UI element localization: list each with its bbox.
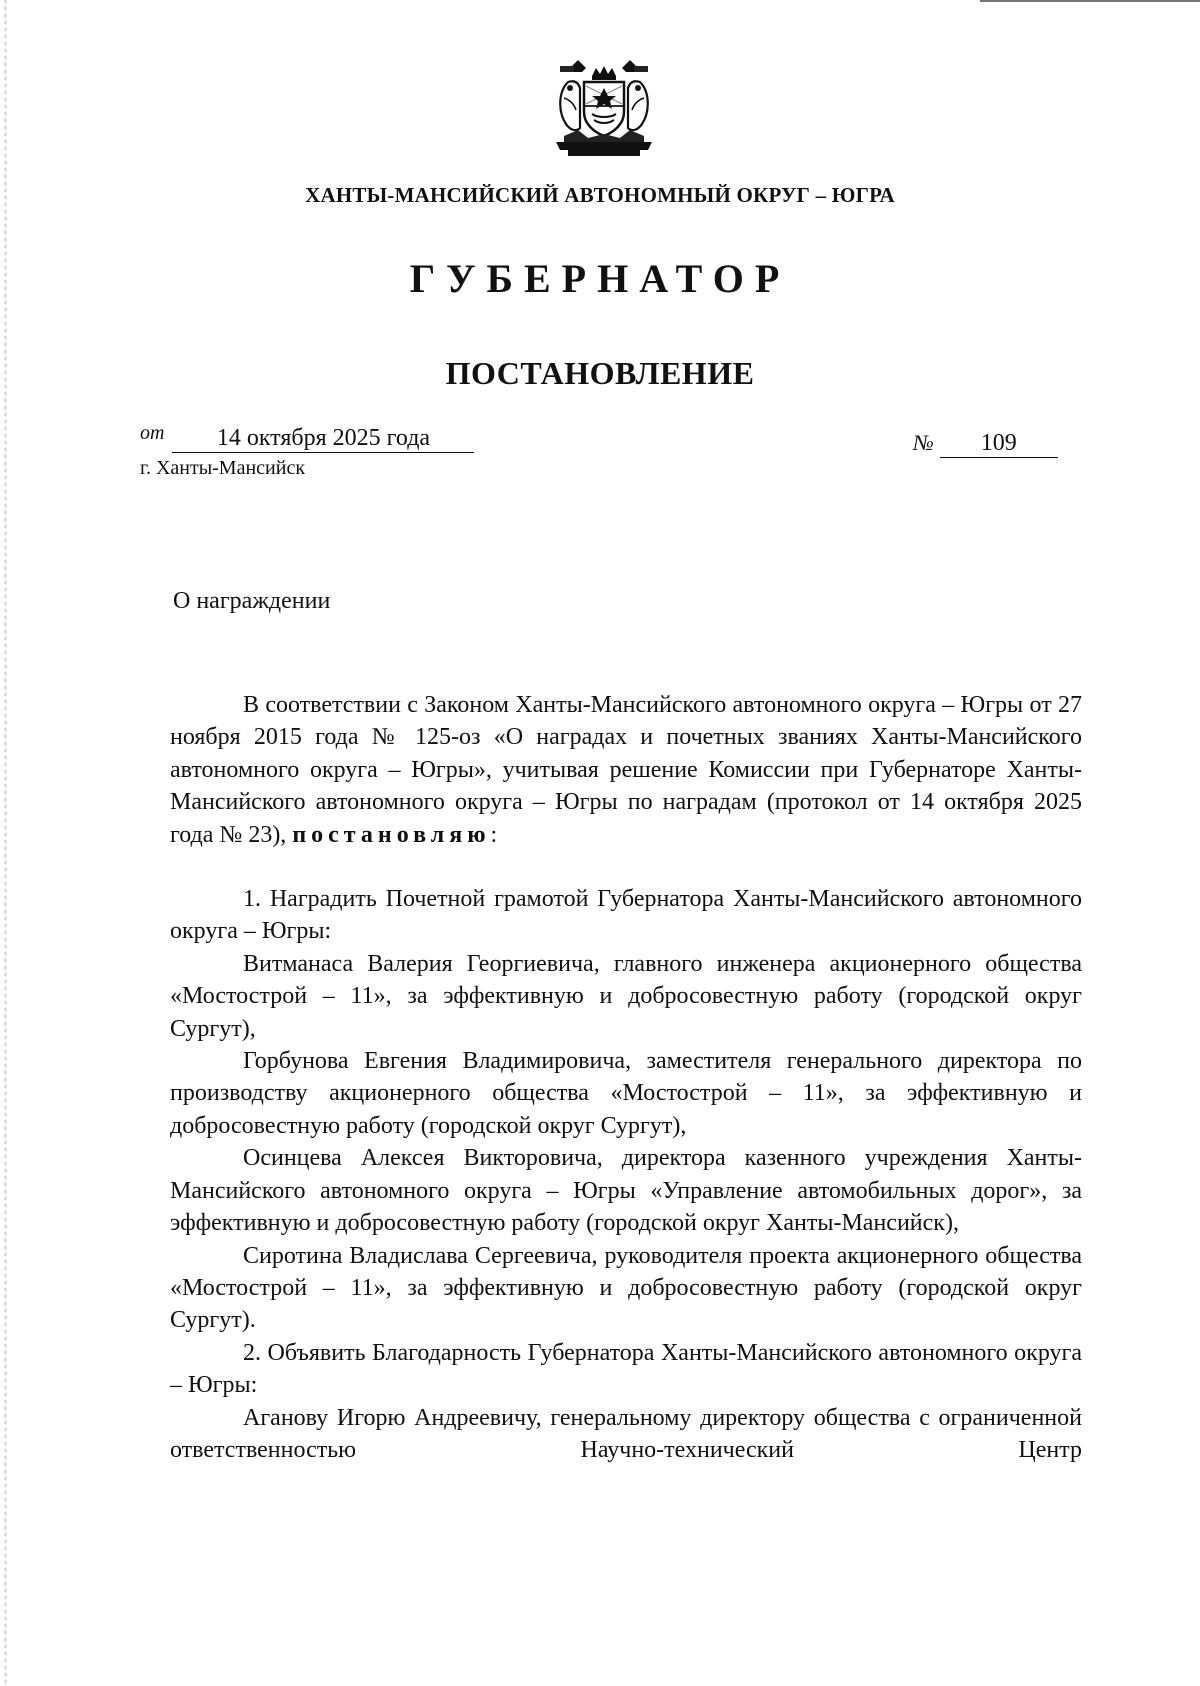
item2-entry-1: Аганову Игорю Андреевичу, генеральному директору общества с ограниченной ответственностью Научно-технический Центр bbox=[170, 1404, 1082, 1463]
preamble-paragraph bbox=[170, 689, 1082, 851]
number-line bbox=[913, 430, 1058, 458]
resolve-word: постановляю bbox=[292, 821, 491, 848]
number-prefix: № bbox=[913, 430, 934, 455]
document-date: 14 октября 2025 года bbox=[172, 425, 474, 453]
item1-entry-2: Горбунова Евгения Владимировича, заместителя генерального директора по производству акционерного общества «Мостострой – 11», за эффективную и добросовестную работу (городской округ Сургут), bbox=[170, 1048, 1082, 1139]
governor-title: ГУБЕРНАТОР bbox=[409, 256, 791, 301]
coat-of-arms-emblem bbox=[548, 58, 660, 158]
document-number: 109 bbox=[940, 430, 1058, 458]
item1-entry-3: Осинцева Алексея Викторовича, директора казенного учреждения Ханты-Мансийского автономного округа – Югры «Управление автомобильных дорог», за эффективную и добросовестную работу (городской округ Ханты-Мансийск), bbox=[170, 1145, 1082, 1237]
scan-edge-artifact bbox=[4, 0, 7, 1686]
document-subject: О награждении bbox=[173, 588, 331, 614]
document-city: г. Ханты-Мансийск bbox=[140, 457, 306, 479]
item1-entry-1: Витманаса Валерия Георгиевича, главного инженера акционерного общества «Мостострой – 11», за эффективную и добросовестную работу (городской округ Сургут), bbox=[170, 950, 1082, 1042]
region-name: ХАНТЫ-МАНСИЙСКИЙ АВТОНОМНЫЙ ОКРУГ – ЮГРА bbox=[305, 183, 895, 207]
preamble-text: В соответствии с Законом Ханты-Мансийского автономного округа – Югры от 27 ноября 2015 года № 125-оз «О наградах и почетных званиях Ханты-Мансийского автономного округа – Югры», учитывая решение Комиссии при Губернаторе Ханты-Мансийского автономного округа – Югры по наградам (протокол от 14 октября 2025 года № 23), bbox=[170, 692, 1082, 848]
date-line bbox=[140, 422, 474, 453]
date-prefix: от bbox=[140, 422, 165, 444]
resolve-colon: : bbox=[490, 821, 498, 848]
scan-top-line bbox=[980, 0, 1200, 2]
item1-heading: 1. Наградить Почетной грамотой Губернатора Ханты-Мансийского автономного округа – Югры: bbox=[170, 886, 1082, 945]
document-body bbox=[170, 689, 1082, 1466]
item2-heading: 2. Объявить Благодарность Губернатора Ханты-Мансийского автономного округа – Югры: bbox=[170, 1339, 1082, 1399]
document-type: ПОСТАНОВЛЕНИЕ bbox=[445, 355, 755, 391]
item1-entry-4: Сиротина Владислава Сергеевича, руководителя проекта акционерного общества «Мостострой – 11», за эффективную и добросовестную работу (городской округ Сургут). bbox=[170, 1242, 1082, 1334]
